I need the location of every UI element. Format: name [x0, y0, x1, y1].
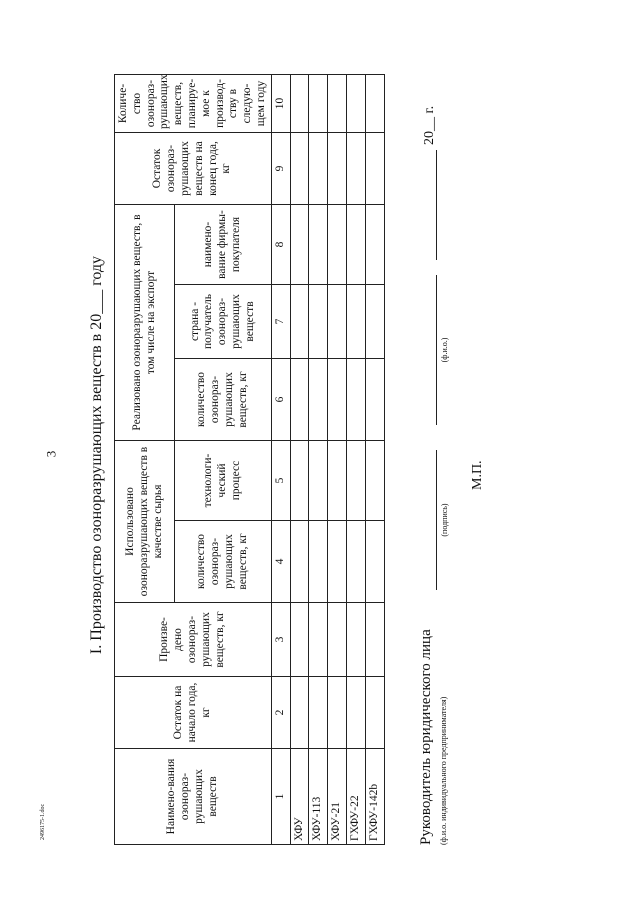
- column-number: 8: [271, 205, 290, 285]
- ozone-substances-table: [114, 74, 385, 845]
- substance-name: ХФУ-21: [328, 749, 347, 845]
- header-planned: Количе-ство озонораз-рушающих веществ, планируе-мое к производ-ству в следую-щем году: [115, 75, 272, 133]
- signatory-subtitle: (ф.и.о. индивидуального предпринимателя): [439, 696, 448, 845]
- column-number: 10: [271, 75, 290, 133]
- header-sold-buyer: наимено-вание фирмы-покупателя: [175, 205, 271, 285]
- column-number: 3: [271, 603, 290, 677]
- substance-name: ХФУ: [290, 749, 309, 845]
- header-sold-country: страна - получатель озонораз-рушающих веществ: [175, 285, 271, 359]
- header-produced: Произве-дено озонораз-рушающих веществ, кг: [115, 603, 272, 677]
- table-row: [365, 75, 384, 845]
- footer-doc-code: 2496175-1.doc: [40, 803, 46, 840]
- name-line: [436, 275, 437, 425]
- date-suffix: 20__ г.: [422, 105, 437, 145]
- name-caption: (ф.и.о.): [440, 337, 449, 363]
- signature-block: [418, 75, 538, 845]
- header-used-quantity: количество озонораз-рушающих веществ, кг: [175, 521, 271, 603]
- table-row: [290, 75, 309, 845]
- header-sold-quantity: количество озонораз-рушающих веществ, кг: [175, 359, 271, 441]
- signature-caption: (подпись): [440, 503, 449, 537]
- page-number: 3: [43, 450, 59, 458]
- header-used-process: технологи-ческий процесс: [175, 441, 271, 521]
- header-substance-names: Наимено-вания озонораз-рушающих веществ: [115, 749, 272, 845]
- column-number-row: [271, 75, 290, 845]
- table-row: [328, 75, 347, 845]
- rotated-page-content: [88, 45, 588, 865]
- substance-name: ХФУ-113: [309, 749, 328, 845]
- table-header-row-1: [115, 75, 175, 845]
- substance-name: ГХФУ-142b: [365, 749, 384, 845]
- column-number: 5: [271, 441, 290, 521]
- header-sold: Реализовано озоноразрушающих веществ, в том числе на экспорт: [115, 205, 175, 441]
- header-used-as-raw: Использовано озоноразрушающих веществ в качестве сырья: [115, 441, 175, 603]
- header-end-balance: Остаток озонораз-рушающих веществ на конец года, кг: [115, 133, 272, 205]
- column-number: 6: [271, 359, 290, 441]
- table-row: [309, 75, 328, 845]
- document-title: I. Производство озоноразрушающих веществ в 20___ году: [88, 255, 105, 655]
- substance-name: ГХФУ-22: [346, 749, 365, 845]
- date-line: [436, 150, 437, 260]
- signature-line: [436, 450, 437, 590]
- column-number: 7: [271, 285, 290, 359]
- table-row: [346, 75, 365, 845]
- column-number: 2: [271, 677, 290, 749]
- column-number: 1: [271, 749, 290, 845]
- header-start-balance: Остаток на начало года, кг: [115, 677, 272, 749]
- stamp-place: М.П.: [470, 460, 485, 490]
- column-number: 9: [271, 133, 290, 205]
- column-number: 4: [271, 521, 290, 603]
- signatory-title: Руководитель юридического лица: [418, 629, 434, 845]
